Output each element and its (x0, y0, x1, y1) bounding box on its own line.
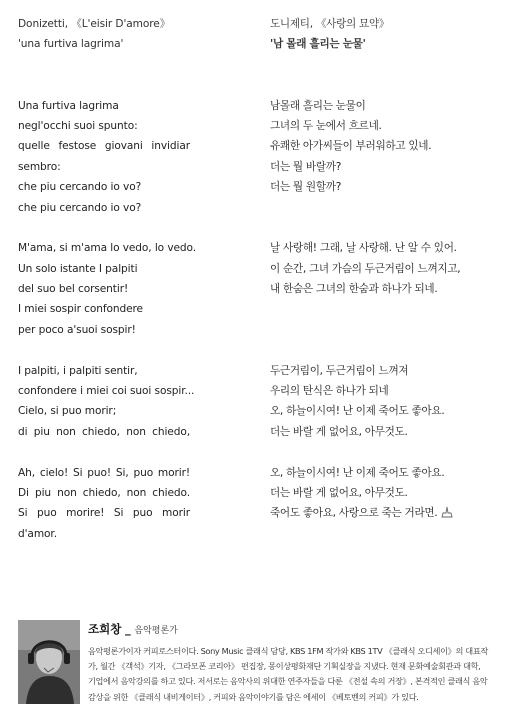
korean-line: 더는 뭘 바랄까? (270, 160, 342, 173)
italian-line: I palpiti, i palpiti sentir, (18, 364, 138, 377)
korean-line: 내 한숨은 그녀의 한숨과 하나가 되네. (270, 283, 438, 296)
korean-line: 그녀의 두 눈에서 흐르네. (270, 119, 382, 132)
italian-line: sembro: (18, 160, 61, 173)
korean-line: 오, 하늘이시여! 난 이제 죽어도 좋아요. (270, 405, 445, 418)
italian-line: del suo bel corsentir! (18, 283, 129, 296)
italian-column (18, 14, 197, 540)
korean-line: 더는 바랄 게 없어요, 아무것도. (270, 487, 408, 499)
italian-subtitle: 'una furtiva lagrima' (18, 38, 124, 51)
author-photo (18, 620, 80, 704)
korean-column (270, 14, 488, 524)
author-portrait (18, 620, 80, 704)
italian-line: M'ama, si m'ama lo vedo, lo vedo. (18, 242, 197, 255)
italian-line: quelle festose giovani invidiar (18, 140, 190, 153)
italian-line: per poco a'suoi sospir! (18, 323, 136, 336)
korean-line: 이 순간, 그녀 가슴의 두근거림이 느껴지고, (270, 262, 461, 275)
author-separator: _ (124, 622, 131, 636)
italian-line: che piu cercando io vo? (18, 201, 142, 214)
italian-line: negl'occhi suoi spunto: (18, 119, 138, 132)
italian-line: confondere i miei coi suoi sospir... (18, 385, 195, 398)
italian-line: Di piu non chiedo, non chiedo. (18, 487, 190, 499)
korean-line-last-text: 죽어도 좋아요, 사랑으로 죽는 거라면. (270, 507, 438, 520)
korean-line: 우리의 탄식은 하나가 되네 (270, 385, 389, 398)
author-description: 음악평론가이자 커피로스터이다. Sony Music 클래식 담당, KBS 1FM 작가와 KBS 1TV 《클래식 오디세이》의 대표작가, 월간 《객석》기자, 《그라모폰 코리아》 편집장, 몽이상평화재단 기획실장을 지냈다. 현재 문화예술회관과 대학, 기업에서 음악강의를 하고 있다. 저서로는 음악사의 위대한 연주자들을 다룬 《전설 속의 거장》, 본격적인 클래식 음악 감상을 위한 《클래식 내비게이터》, 커피와 음악이야기를 담은 에세이 《베토벤의 커피》가 있다. (88, 646, 488, 702)
korean-line-last (270, 503, 488, 523)
italian-line: Cielo, si puo morir; (18, 405, 117, 418)
author-name: 조희창 (88, 622, 122, 636)
korean-title: 도니제티, 《사랑의 묘약》 (270, 18, 390, 30)
italian-line: Una furtiva lagrima (18, 99, 119, 112)
korean-line: 유쾌한 아가씨들이 부러워하고 있네. (270, 140, 432, 153)
italian-title: Donizetti, 《L'eisir D'amore》 (18, 18, 171, 30)
author-heading (88, 620, 178, 640)
italian-line: Ah, cielo! Si puo! Si, puo morir! (18, 466, 190, 479)
italian-line: Si puo morire! Si puo morir d'amor. (18, 507, 190, 540)
italian-line: che piu cercando io vo? (18, 181, 142, 194)
korean-line: 날 사랑해! 그래, 날 사랑해. 난 알 수 있어. (270, 242, 457, 255)
italian-line: di piu non chiedo, non chiedo, (18, 425, 190, 438)
korean-subtitle: '남 몰래 흘리는 눈물' (270, 38, 366, 51)
korean-line: 더는 뭘 원할까? (270, 181, 342, 194)
author-role: 음악평론가 (134, 626, 178, 636)
korean-line: 두근거림이, 두근거림이 느껴져 (270, 364, 409, 377)
korean-line: 오, 하늘이시여! 난 이제 죽어도 좋아요. (270, 466, 445, 479)
korean-line: 더는 바랄 게 없어요, 아무것도. (270, 425, 408, 438)
italian-line: I miei sospir confondere (18, 303, 143, 316)
italian-line: Un solo istante I palpiti (18, 262, 138, 275)
end-mark-icon (441, 506, 453, 518)
korean-line: 남몰래 흘리는 눈물이 (270, 99, 366, 112)
